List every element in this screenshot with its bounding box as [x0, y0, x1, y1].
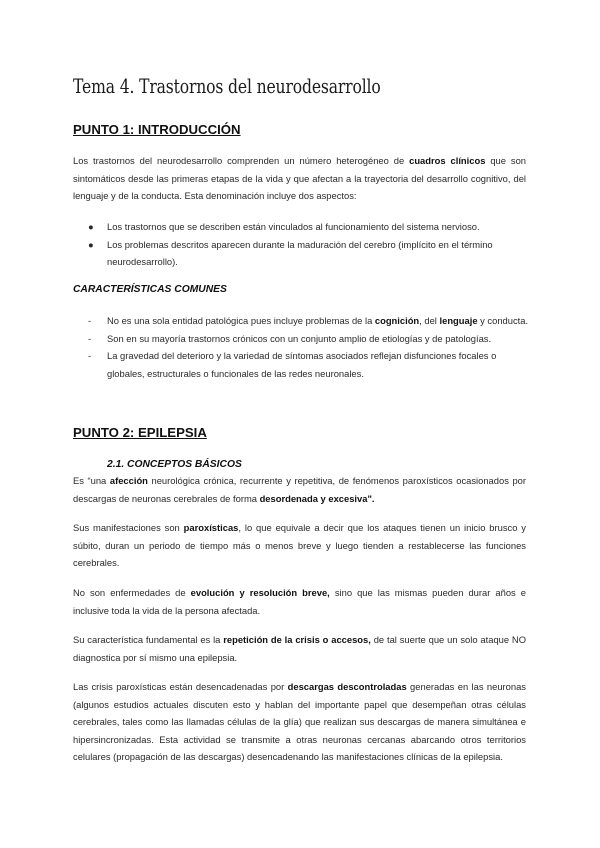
dash-icon: -: [88, 315, 92, 326]
paragraph-repeticion: Su característica fundamental es la repetición de la crisis o accesos, de tal suerte que un solo ataque NO diagnostica por sí mismo una epilepsia.: [73, 634, 526, 663]
bullet-icon: ●: [88, 238, 94, 250]
dash-list: [73, 312, 533, 382]
paragraph-crisis: Las crisis paroxísticas están desencadenadas por descargas descontroladas generadas en las neuronas (algunos estudios actuales discuten esto y hablan del importante papel que desempeñan otras células cerebrales, tales como las llamadas células de la glía) que realizan sus descargas de manera simultánea e hipersincronizadas. Esta actividad se transmite a otras neuronas cercanas abarcando otros territorios celulares (propagación de las descargas) desencadenando las manifestaciones clínicas de la epilepsia.: [73, 681, 526, 763]
dash-icon: -: [88, 350, 92, 362]
document-title: Tema 4. Trastornos del neurodesarrollo: [73, 74, 381, 98]
bullet-list: [73, 218, 533, 271]
list-item: - No es una sola entidad patológica pues incluye problemas de la cognición, del lenguaje y conducta.: [73, 312, 533, 330]
list-item: - La gravedad del deterioro y la variedad de síntomas asociados reflejan disfunciones focales o globales, estructurales o funcionales de las redes neuronales.: [73, 347, 533, 382]
list-item: ● Los trastornos que se describen están vinculados al funcionamiento del sistema nervioso.: [73, 218, 533, 236]
list-item: ● Los problemas descritos aparecen durante la maduración del cerebro (implícito en el término neurodesarrollo).: [73, 236, 533, 271]
intro-paragraph: Los trastornos del neurodesarrollo comprenden un número heterogéneo de cuadros clínicos que son sintomáticos desde las primeras etapas de la vida y que afectan a la trayectoria del desarrollo cognitivo, del lenguaje y de la conducta. Esta denominación incluye dos aspectos:: [73, 155, 526, 202]
paragraph-evolucion: No son enfermedades de evolución y resolución breve, sino que las mismas pueden durar años e inclusive toda la vida de la persona afectada.: [73, 587, 526, 616]
subheading-conceptos-basicos: 2.1. CONCEPTOS BÁSICOS: [107, 459, 242, 470]
section-heading-epilepsia: PUNTO 2: EPILEPSIA: [73, 425, 207, 440]
paragraph-manifestaciones: Sus manifestaciones son paroxísticas, lo que equivale a decir que los ataques tienen un inicio brusco y súbito, duran un periodo de tiempo más o menos breve y luego tienden a restablecerse las funciones cerebrales.: [73, 522, 526, 569]
subheading-caracteristicas: CARACTERÍSTICAS COMUNES: [73, 284, 227, 295]
section-heading-introduccion: PUNTO 1: INTRODUCCIÓN: [73, 122, 241, 137]
dash-icon: -: [88, 332, 92, 344]
paragraph-definicion: Es “una afección neurológica crónica, recurrente y repetitiva, de fenómenos paroxísticos ocasionados por descargas de neuronas cerebrales de forma desordenada y excesiva".: [73, 475, 526, 504]
list-item: - Son en su mayoría trastornos crónicos con un conjunto amplio de etiologías y de patologías.: [73, 330, 533, 348]
bullet-icon: ●: [88, 221, 94, 232]
